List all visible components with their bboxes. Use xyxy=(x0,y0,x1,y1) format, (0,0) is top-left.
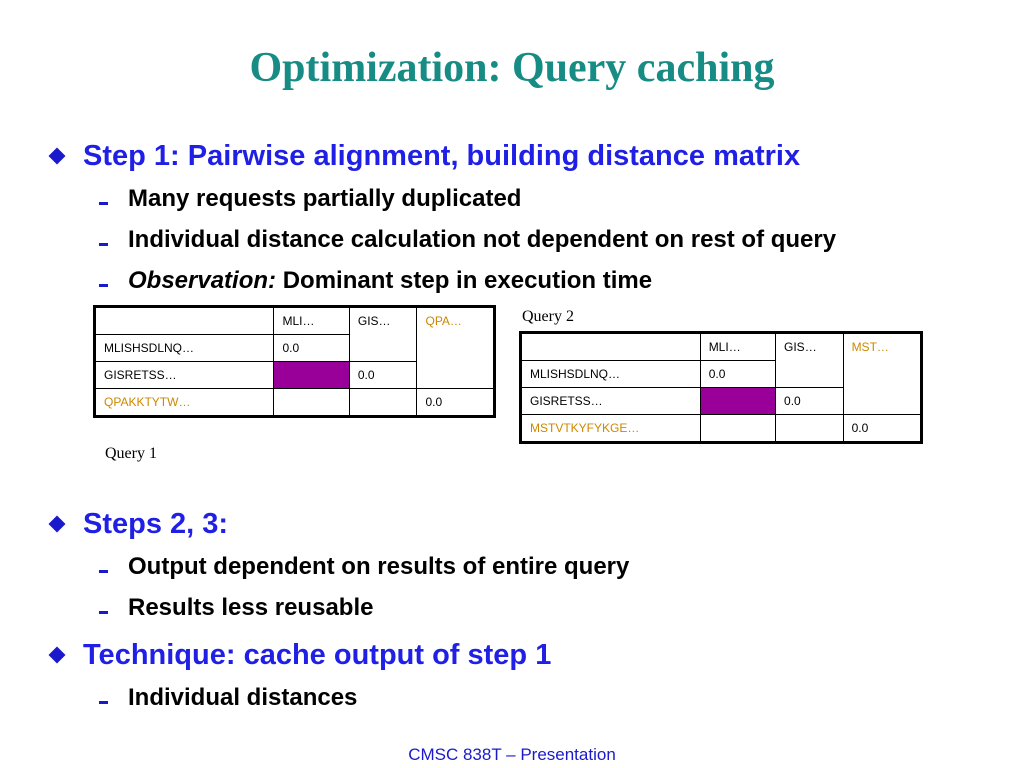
cached-distance-cell xyxy=(274,362,349,389)
matrix-corner-cell xyxy=(95,307,274,335)
sub-bullet-text: Many requests partially duplicated xyxy=(128,185,522,212)
slide-footer: CMSC 838T – Presentation xyxy=(408,745,616,764)
query2-label: Query 2 xyxy=(522,308,574,325)
dash-bullet-icon xyxy=(99,284,108,287)
matrix-header-cell: MST… xyxy=(843,333,921,361)
matrix-cell: 0.0 xyxy=(843,415,921,443)
bullet-text: Steps 2, 3: xyxy=(83,508,229,540)
diamond-bullet-icon xyxy=(49,148,66,165)
query1-label: Query 1 xyxy=(105,445,157,462)
matrix-cell xyxy=(417,362,495,389)
bullet-technique xyxy=(47,637,551,673)
observation-text: Dominant step in execution time xyxy=(276,267,653,294)
sub-bullet xyxy=(99,225,836,255)
observation-label: Observation: xyxy=(128,267,277,294)
matrix-cell: 0.0 xyxy=(349,362,417,389)
cached-distance-cell xyxy=(700,388,775,415)
bullet-text: Step 1: Pairwise alignment, building distance matrix xyxy=(83,140,801,172)
matrix-header-cell: MLI… xyxy=(274,307,349,335)
matrix-cell xyxy=(776,361,844,388)
sub-bullet-text: Results less reusable xyxy=(128,594,374,621)
matrix-header-cell: QPA… xyxy=(417,307,495,335)
slide-title: Optimization: Query caching xyxy=(249,45,775,91)
matrix-cell xyxy=(843,361,921,388)
sub-bullet xyxy=(99,184,521,214)
dash-bullet-icon xyxy=(99,243,108,246)
matrix-cell xyxy=(349,335,417,362)
matrix-cell xyxy=(700,415,775,443)
dash-bullet-icon xyxy=(99,570,108,573)
dash-bullet-icon xyxy=(99,701,108,704)
matrix-row-label: QPAKKTYTW… xyxy=(95,389,274,417)
query1-distance-matrix xyxy=(93,305,496,418)
bullet-text: Technique: cache output of step 1 xyxy=(83,639,552,671)
sub-bullet xyxy=(99,552,629,582)
matrix-cell xyxy=(417,335,495,362)
diamond-bullet-icon xyxy=(49,647,66,664)
matrix-cell: 0.0 xyxy=(776,388,844,415)
sub-bullet-text: Individual distances xyxy=(128,684,358,711)
sub-bullet-text: Individual distance calculation not dependent on rest of query xyxy=(128,226,837,253)
matrix-cell xyxy=(843,388,921,415)
dash-bullet-icon xyxy=(99,202,108,205)
sub-bullet-text xyxy=(128,266,652,296)
matrix-cell xyxy=(776,415,844,443)
sub-bullet xyxy=(99,266,652,296)
sub-bullet xyxy=(99,683,357,713)
sub-bullet-text: Output dependent on results of entire query xyxy=(128,553,630,580)
matrix-row-label: GISRETSS… xyxy=(521,388,701,415)
matrix-row-label: MLISHSDLNQ… xyxy=(521,361,701,388)
matrix-header-cell: GIS… xyxy=(776,333,844,361)
dash-bullet-icon xyxy=(99,611,108,614)
sub-bullet xyxy=(99,593,373,623)
matrix-header-cell: MLI… xyxy=(700,333,775,361)
matrix-cell: 0.0 xyxy=(417,389,495,417)
matrix-cell: 0.0 xyxy=(700,361,775,388)
matrix-cell xyxy=(274,389,349,417)
matrix-corner-cell xyxy=(521,333,701,361)
bullet-step1 xyxy=(47,138,800,174)
matrix-row-label: GISRETSS… xyxy=(95,362,274,389)
diamond-bullet-icon xyxy=(49,516,66,533)
bullet-steps-2-3 xyxy=(47,506,228,542)
query2-distance-matrix xyxy=(519,331,923,444)
matrix-row-label: MLISHSDLNQ… xyxy=(95,335,274,362)
matrix-row-label: MSTVTKYFYKGE… xyxy=(521,415,701,443)
matrix-cell xyxy=(349,389,417,417)
matrix-cell: 0.0 xyxy=(274,335,349,362)
matrix-header-cell: GIS… xyxy=(349,307,417,335)
